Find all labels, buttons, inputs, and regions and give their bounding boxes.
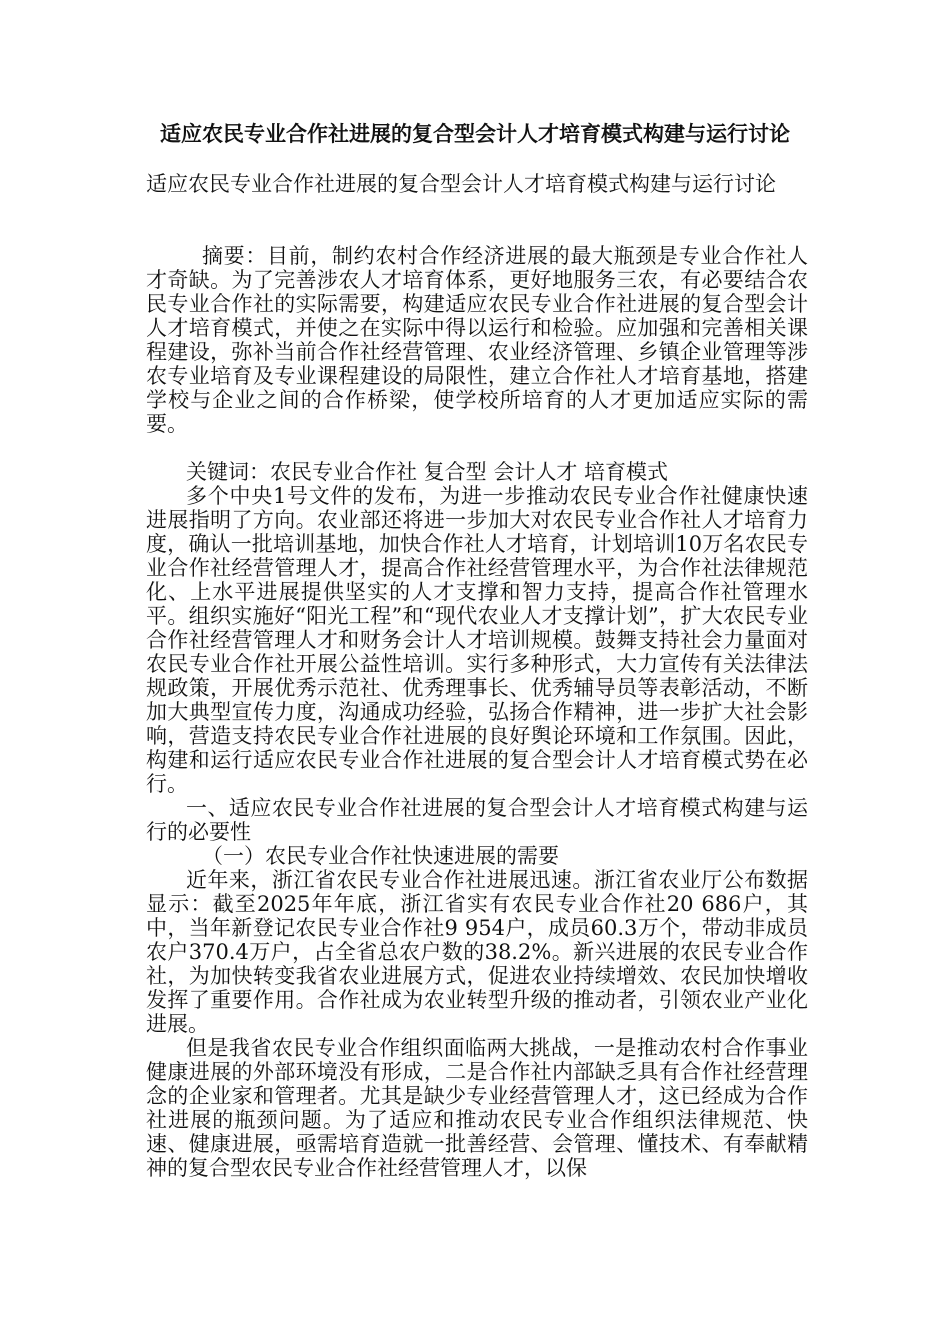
body-paragraph: 但是我省农民专业合作组织面临两大挑战，一是推动农村合作事业健康进展的外部环境没有形成，二是合作社内部缺乏具有合作社经营理念的企业家和管理者。尤其是缺少专业经营管理人才，这已经成为合作社进展的瓶颈问题。为了适应和推动农民专业合作组织法律规范、快速、健康进展，亟需培育造就一批善经营、会管理、懂技术、有奉献精神的复合型农民专业合作社经营管理人才，以保	[146, 1036, 808, 1180]
body-paragraph: 近年来，浙江省农民专业合作社进展迅速。浙江省农业厅公布数据显示：截至2025年年底，浙江省实有农民专业合作社20 686户，其中，当年新登记农民专业合作社9 954户，成员60.3万个，带动非成员农户370.4万户，占全省总农户数的38.2%。新兴进展的农民专业合作社，为加快转变我省农业进展方式，促进农业持续增效、农民加快增收发挥了重要作用。合作社成为农业转型升级的推动者，引领农业产业化进展。	[146, 868, 808, 1036]
document-title: 适应农民专业合作社进展的复合型会计人才培育模式构建与运行讨论	[160, 122, 790, 146]
keywords-line: 关键词：农民专业合作社 复合型 会计人才 培育模式	[186, 460, 669, 484]
subsection-heading: （一）农民专业合作社快速进展的需要	[202, 844, 559, 868]
abstract-paragraph: 摘要：目前，制约农村合作经济进展的最大瓶颈是专业合作社人才奇缺。为了完善涉农人才培育体系，更好地服务三农，有必要结合农民专业合作社的实际需要，构建适应农民专业合作社进展的复合型会计人才培育模式，并使之在实际中得以运行和检验。应加强和完善相关课程建设，弥补当前合作社经营管理、农业经济管理、乡镇企业管理等涉农专业培育及专业课程建设的局限性，建立合作社人才培育基地，搭建学校与企业之间的合作桥梁，使学校所培育的人才更加适应实际的需要。	[146, 244, 808, 436]
intro-paragraph: 多个中央1号文件的发布，为进一步推动农民专业合作社健康快速进展指明了方向。农业部还将进一步加大对农民专业合作社人才培育力度，确认一批培训基地，加快合作社人才培育，计划培训10万名农民专业合作社经营管理人才，提高合作社经营管理水平，为合作社法律规范化、上水平进展提供坚实的人才支撑和智力支持，提高合作社管理水平。组织实施好“阳光工程”和“现代农业人才支撑计划”，扩大农民专业合作社经营管理人才和财务会计人才培训规模。鼓舞支持社会力量面对农民专业合作社开展公益性培训。实行多种形式，大力宣传有关法律法规政策，开展优秀示范社、优秀理事长、优秀辅导员等表彰活动，不断加大典型宣传力度，沟通成功经验，弘扬合作精神，进一步扩大社会影响，营造支持农民专业合作社进展的良好舆论环境和工作氛围。因此，构建和运行适应农民专业合作社进展的复合型会计人才培育模式势在必行。	[146, 484, 808, 796]
document-subtitle: 适应农民专业合作社进展的复合型会计人才培育模式构建与运行讨论	[146, 172, 776, 196]
document-body	[146, 172, 808, 1180]
section-heading: 一、适应农民专业合作社进展的复合型会计人才培育模式构建与运行的必要性	[146, 796, 808, 844]
